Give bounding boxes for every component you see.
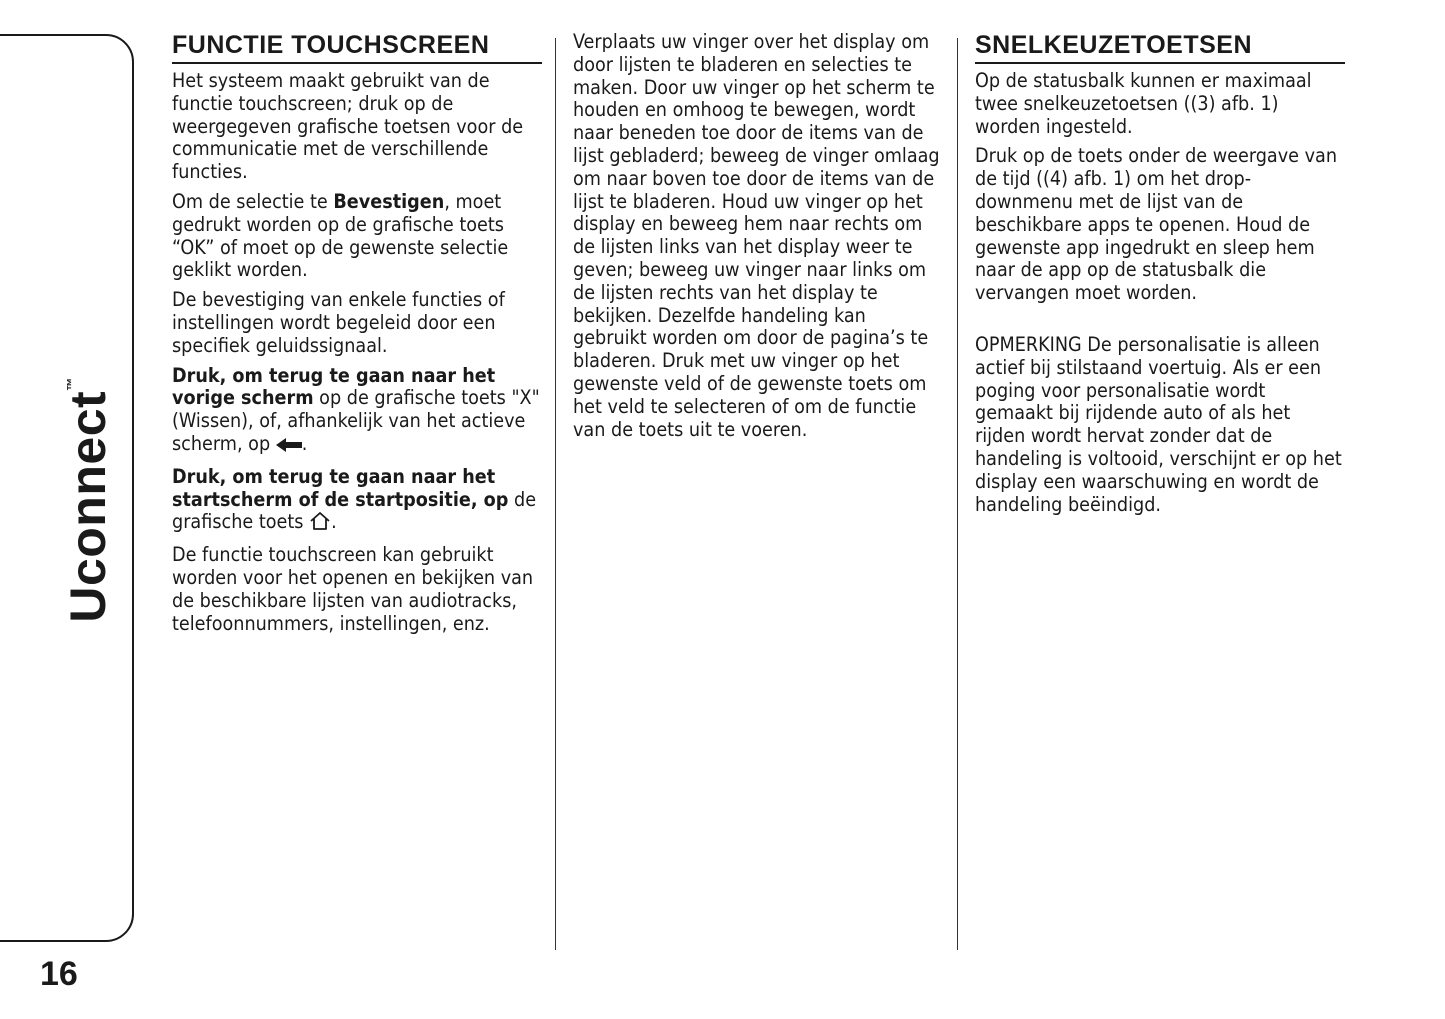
paragraph: Verplaats uw vinger over het display om door lijsten te bladeren en selecties te maken. Door uw vinger op het scherm te houden en omhoog te bewegen, wordt naar beneden toe door de items van de lijst gebladerd; beweeg de vinger omlaag om naar boven toe door de items van de lijst te bladeren. Houd uw vinger op het display en beweeg hem naar rechts om de lijsten links van het display weer te geven; beweeg uw vinger naar links om de lijsten rechts van het display te bekijken. Dezelfde handeling kan gebruikt worden om door de pagina’s te bladeren. Druk met uw vinger op het gewenste veld of de gewenste toets om het veld te selecteren of om de functie van de toets uit te voeren. [573, 30, 940, 441]
paragraph: Om de selectie te Bevestigen, moet gedrukt worden op de grafische toets “OK” of moet op de gewenste selectie geklikt worden. [172, 189, 509, 282]
column-touchscreen [172, 30, 542, 642]
heading-shortcut-keys: SNELKEUZETOETSEN [975, 30, 1345, 64]
section-title-text: Uconnect [60, 390, 116, 623]
paragraph: Op de statusbalk kunnen er maximaal twee snelkeuzetoetsen ((3) afb. 1) worden ingesteld. [975, 69, 1312, 138]
back-arrow-icon [276, 436, 302, 459]
column-divider [555, 38, 556, 950]
paragraph: Druk op de toets onder de weergave van de tijd ((4) afb. 1) om het drop-downmenu met de lijst van de beschikbare apps te openen. Houd de gewenste app ingedrukt en sleep hem naar de app op de statusbalk die vervangen moet worden. [975, 144, 1338, 305]
heading-touchscreen: FUNCTIE TOUCHSCREEN [172, 30, 542, 64]
paragraph: Het systeem maakt gebruikt van de functie touchscreen; druk op de weergegeven grafische toetsen voor de communicatie met de verschillende functies. [172, 69, 524, 184]
page-number: 16 [40, 955, 78, 993]
paragraph: De functie touchscreen kan gebruikt worden voor het openen en bekijken van de beschikbare lijsten van audiotracks, telefoonnummers, instellingen, enz. [172, 543, 534, 635]
trademark-symbol: ™ [64, 377, 79, 391]
paragraph: De bevestiging van enkele functies of instellingen wordt begeleid door een specifiek geluidssignaal. [172, 288, 505, 357]
paragraph: Druk, om terug te gaan naar het startscherm of de startpositie, op de grafische toets . [172, 466, 542, 537]
home-icon [309, 511, 331, 537]
column-shortcut-keys [975, 30, 1345, 523]
note-paragraph: OPMERKING De personalisatie is alleen actief bij stilstaand voertuig. Als er een poging voor personalisatie wordt gemaakt bij rijdende auto of als het rijden wordt hervat zonder dat de handeling is voltooid, verschijnt er op het display een waarschuwing en wordt de handeling beëindigd. [975, 332, 1342, 516]
column-scrolling [573, 31, 945, 448]
column-divider [957, 38, 958, 950]
paragraph: Druk, om terug te gaan naar het vorige scherm op de grafische toets "X" (Wissen), of, afhankelijk van het actieve scherm, op . [172, 365, 542, 459]
